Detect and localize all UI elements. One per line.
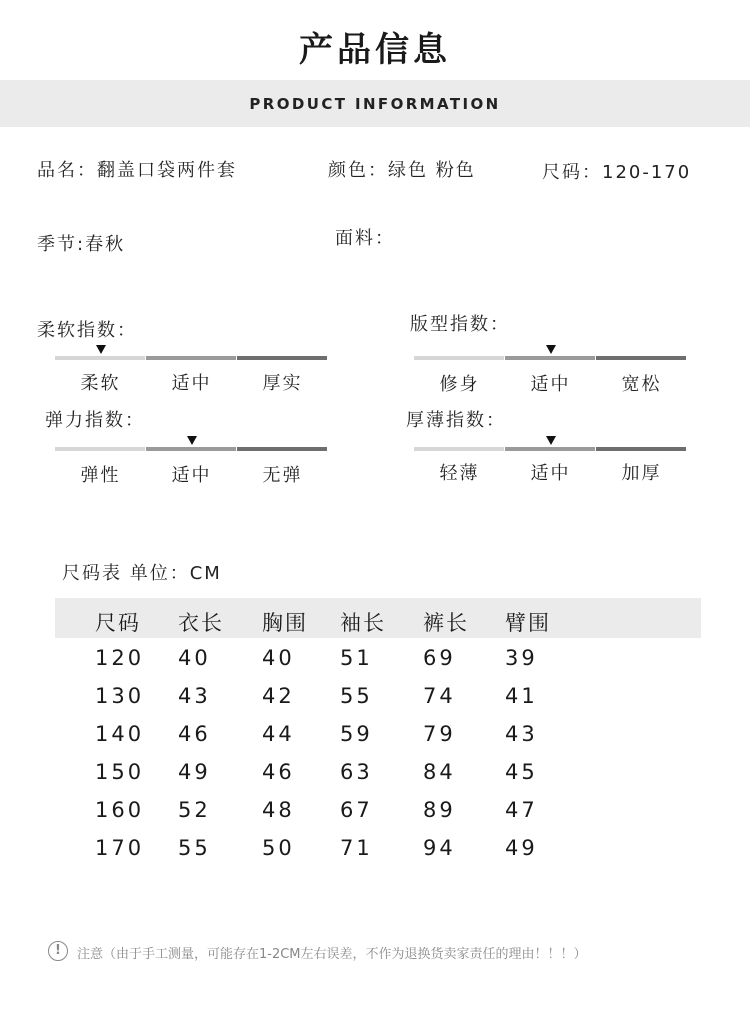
scale-segment (596, 447, 686, 451)
scale-label: 厚薄指数： (406, 410, 506, 431)
size-table-cell: 59 (340, 722, 373, 746)
scale-segment (505, 447, 595, 451)
scale-label: 弹力指数： (45, 410, 145, 431)
scale-option: 适中 (171, 465, 212, 486)
measurement-note: 注意（由于手工测量，可能存在1-2CM左右误差，不作为退换货卖家责任的理由！！！） (77, 947, 587, 962)
size-table-cell: 52 (178, 798, 211, 822)
size-table-cell: 50 (262, 836, 295, 860)
scale-label: 柔软指数： (37, 320, 137, 341)
size-table-cell: 45 (505, 760, 538, 784)
scale-label: 版型指数： (410, 314, 510, 335)
scale-segment (55, 356, 145, 360)
size-table-cell: 40 (262, 646, 295, 670)
scale-segment (146, 447, 236, 451)
size-table-cell: 46 (262, 760, 295, 784)
size-table-cell: 49 (178, 760, 211, 784)
size-table-cell: 44 (262, 722, 295, 746)
size-table-cell: 170 (95, 836, 145, 860)
product-color: 颜色：绿色 粉色 (328, 160, 476, 181)
size-table-cell: 43 (178, 684, 211, 708)
scale-option: 无弹 (262, 465, 303, 486)
size-table-cell: 46 (178, 722, 211, 746)
size-table-cell: 150 (95, 760, 145, 784)
product-size-range: 尺码：120-170 (542, 162, 692, 183)
size-table-cell: 74 (423, 684, 456, 708)
page-title: 产品信息 (299, 30, 451, 70)
scale-option: 宽松 (621, 374, 662, 395)
scale-option: 适中 (530, 463, 571, 484)
scale-marker-icon (546, 345, 556, 354)
size-table-cell: 39 (505, 646, 538, 670)
product-season: 季节:春秋 (37, 234, 126, 255)
size-table-cell: 84 (423, 760, 456, 784)
size-table-header-cell: 袖长 (340, 611, 386, 635)
size-table-cell: 63 (340, 760, 373, 784)
scale-option: 适中 (530, 374, 571, 395)
scale-option: 修身 (439, 374, 480, 395)
size-table-cell: 160 (95, 798, 145, 822)
exclamation-circle-icon: ! (48, 941, 68, 961)
product-fabric: 面料： (335, 228, 395, 249)
scale-option: 弹性 (80, 465, 121, 486)
size-table-cell: 79 (423, 722, 456, 746)
size-table-cell: 69 (423, 646, 456, 670)
size-table-cell: 120 (95, 646, 145, 670)
size-table-cell: 42 (262, 684, 295, 708)
size-table-cell: 55 (178, 836, 211, 860)
size-table-cell: 51 (340, 646, 373, 670)
size-table-cell: 47 (505, 798, 538, 822)
size-table-cell: 43 (505, 722, 538, 746)
scale-option: 柔软 (80, 373, 121, 394)
size-table-cell: 94 (423, 836, 456, 860)
scale-segment (414, 356, 504, 360)
scale-marker-icon (187, 436, 197, 445)
size-table-cell: 130 (95, 684, 145, 708)
size-table-cell: 67 (340, 798, 373, 822)
size-table-cell: 89 (423, 798, 456, 822)
size-table-header-cell: 尺码 (95, 611, 141, 635)
scale-marker-icon (96, 345, 106, 354)
scale-option: 适中 (171, 373, 212, 394)
size-chart-title: 尺码表 单位：CM (62, 563, 222, 584)
scale-segment (596, 356, 686, 360)
scale-segment (146, 356, 236, 360)
scale-segment (55, 447, 145, 451)
size-table-cell: 48 (262, 798, 295, 822)
scale-option: 厚实 (262, 373, 303, 394)
size-table-header-cell: 胸围 (262, 611, 308, 635)
product-name: 品名：翻盖口袋两件套 (37, 160, 237, 181)
scale-option: 加厚 (621, 463, 662, 484)
page-subtitle: PRODUCT INFORMATION (249, 95, 501, 113)
scale-segment (414, 447, 504, 451)
size-table-cell: 40 (178, 646, 211, 670)
size-table-header-cell: 衣长 (178, 611, 224, 635)
scale-marker-icon (546, 436, 556, 445)
size-table-cell: 41 (505, 684, 538, 708)
size-table-cell: 55 (340, 684, 373, 708)
scale-option: 轻薄 (439, 463, 480, 484)
size-table-cell: 140 (95, 722, 145, 746)
size-table-cell: 71 (340, 836, 373, 860)
size-table-header-cell: 臂围 (505, 611, 551, 635)
size-table-header-cell: 裤长 (423, 611, 469, 635)
scale-segment (237, 356, 327, 360)
size-table-cell: 49 (505, 836, 538, 860)
scale-segment (505, 356, 595, 360)
scale-segment (237, 447, 327, 451)
